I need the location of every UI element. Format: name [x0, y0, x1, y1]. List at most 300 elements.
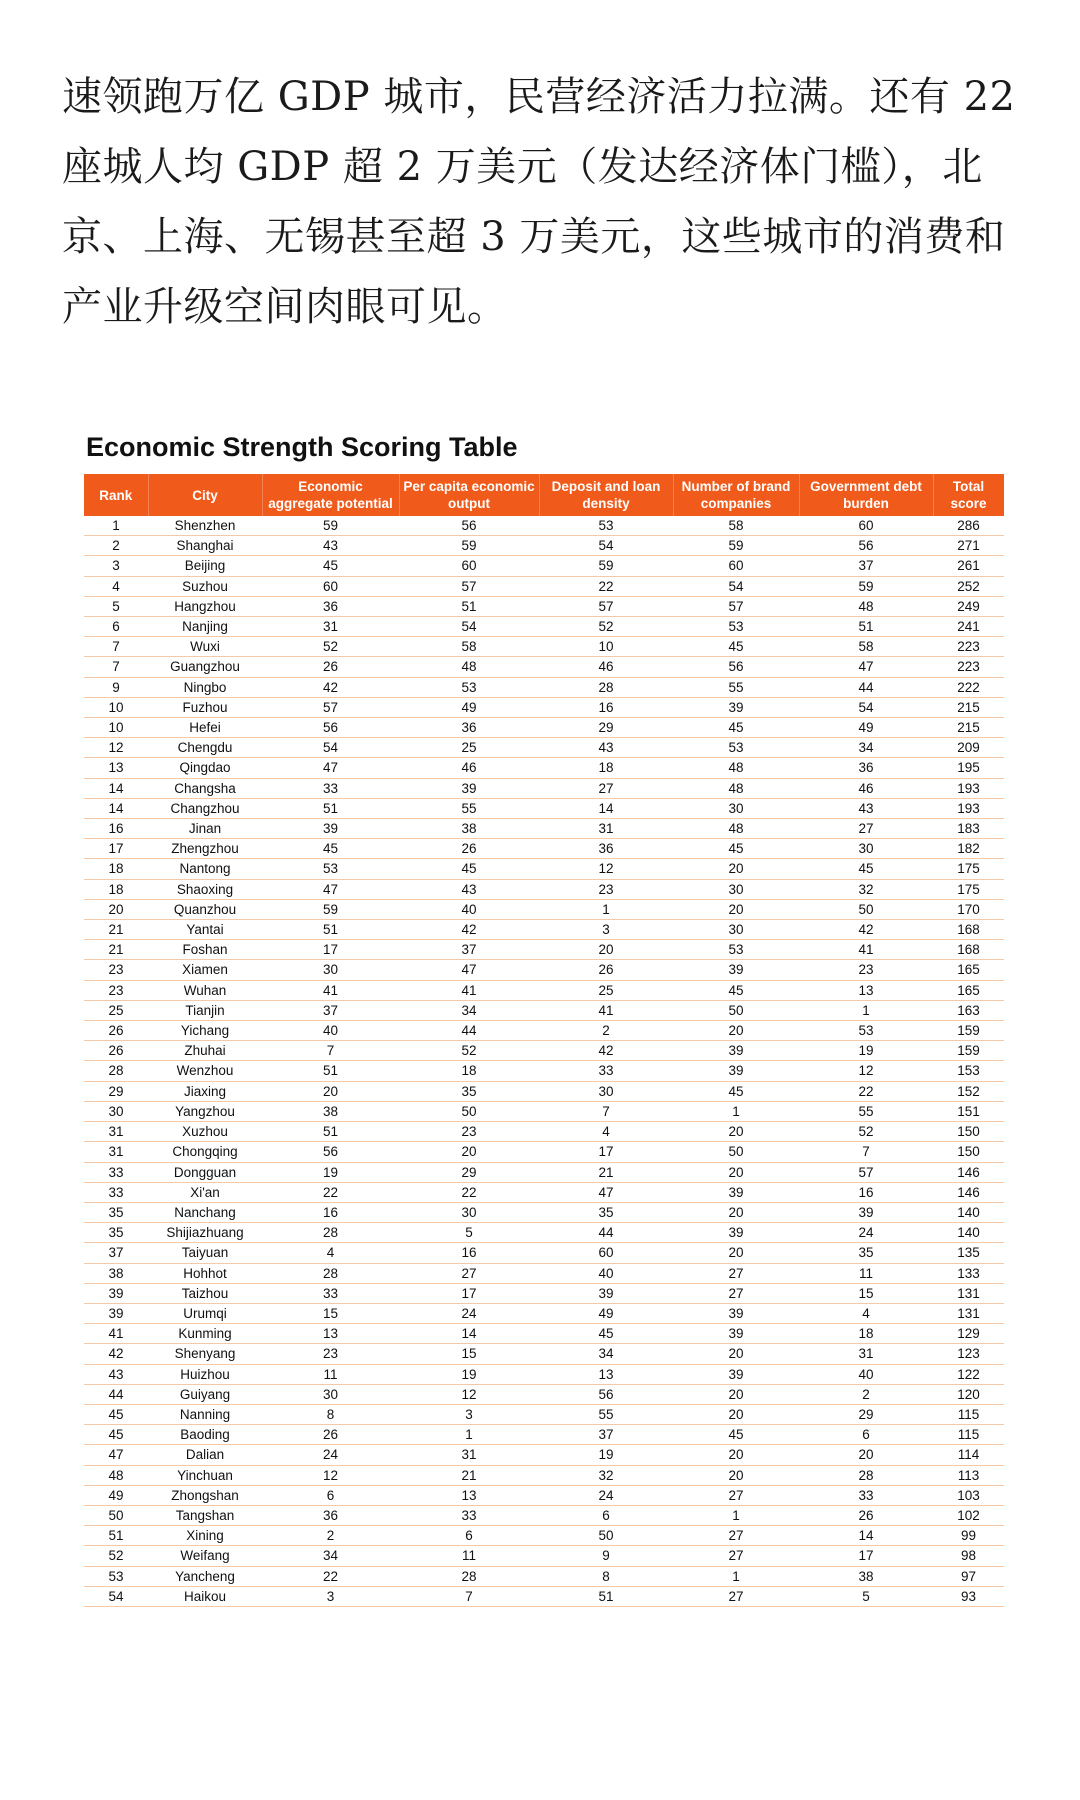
cell-city: Hefei — [148, 718, 262, 738]
cell-total-score: 120 — [933, 1384, 1004, 1404]
cell-total-score: 122 — [933, 1364, 1004, 1384]
cell-deposit-loan-density: 13 — [539, 1364, 673, 1384]
cell-government-debt-burden: 47 — [799, 657, 933, 677]
table-row — [84, 1202, 1004, 1222]
cell-economic-aggregate-potential: 22 — [262, 1566, 399, 1586]
cell-city: Quanzhou — [148, 899, 262, 919]
column-header-text: burden — [843, 496, 889, 511]
cell-brand-companies: 48 — [673, 778, 799, 798]
cell-city: Beijing — [148, 556, 262, 576]
cell-economic-aggregate-potential: 15 — [262, 1303, 399, 1323]
cell-rank: 6 — [84, 617, 148, 637]
cell-rank: 18 — [84, 859, 148, 879]
cell-government-debt-burden: 31 — [799, 1344, 933, 1364]
cell-brand-companies: 48 — [673, 819, 799, 839]
intro-line: 座城人均 GDP 超 2 万美元（发达经济体门槛），北 — [62, 144, 983, 190]
cell-brand-companies: 60 — [673, 556, 799, 576]
cell-total-score: 175 — [933, 859, 1004, 879]
cell-government-debt-burden: 40 — [799, 1364, 933, 1384]
table-row — [84, 1162, 1004, 1182]
cell-rank: 14 — [84, 798, 148, 818]
cell-per-capita-economic-output: 24 — [399, 1303, 539, 1323]
cell-brand-companies: 55 — [673, 677, 799, 697]
cell-city: Wuxi — [148, 637, 262, 657]
cell-brand-companies: 30 — [673, 879, 799, 899]
cell-brand-companies: 50 — [673, 1000, 799, 1020]
cell-per-capita-economic-output: 38 — [399, 819, 539, 839]
cell-rank: 47 — [84, 1445, 148, 1465]
cell-per-capita-economic-output: 39 — [399, 778, 539, 798]
cell-total-score: 168 — [933, 940, 1004, 960]
cell-government-debt-burden: 17 — [799, 1546, 933, 1566]
cell-economic-aggregate-potential: 60 — [262, 576, 399, 596]
cell-deposit-loan-density: 54 — [539, 536, 673, 556]
column-header-text: City — [192, 487, 218, 503]
table-row — [84, 879, 1004, 899]
table-row — [84, 1263, 1004, 1283]
cell-brand-companies: 39 — [673, 1061, 799, 1081]
cell-city: Ningbo — [148, 677, 262, 697]
cell-city: Tangshan — [148, 1505, 262, 1525]
cell-rank: 18 — [84, 879, 148, 899]
cell-deposit-loan-density: 24 — [539, 1485, 673, 1505]
cell-economic-aggregate-potential: 45 — [262, 556, 399, 576]
cell-rank: 26 — [84, 1041, 148, 1061]
cell-per-capita-economic-output: 47 — [399, 960, 539, 980]
cell-economic-aggregate-potential: 6 — [262, 1485, 399, 1505]
table-row — [84, 1384, 1004, 1404]
table-row — [84, 516, 1004, 536]
cell-economic-aggregate-potential: 59 — [262, 516, 399, 536]
cell-total-score: 182 — [933, 839, 1004, 859]
cell-city: Xuzhou — [148, 1122, 262, 1142]
cell-government-debt-burden: 48 — [799, 596, 933, 616]
cell-deposit-loan-density: 50 — [539, 1526, 673, 1546]
cell-rank: 33 — [84, 1182, 148, 1202]
cell-city: Taizhou — [148, 1283, 262, 1303]
cell-government-debt-burden: 32 — [799, 879, 933, 899]
table-row — [84, 980, 1004, 1000]
cell-deposit-loan-density: 41 — [539, 1000, 673, 1020]
cell-rank: 5 — [84, 596, 148, 616]
table-row — [84, 738, 1004, 758]
table-row — [84, 920, 1004, 940]
cell-deposit-loan-density: 19 — [539, 1445, 673, 1465]
intro-paragraph — [62, 62, 1022, 342]
cell-deposit-loan-density: 45 — [539, 1324, 673, 1344]
cell-deposit-loan-density: 4 — [539, 1122, 673, 1142]
cell-economic-aggregate-potential: 43 — [262, 536, 399, 556]
cell-city: Wenzhou — [148, 1061, 262, 1081]
cell-government-debt-burden: 50 — [799, 899, 933, 919]
cell-economic-aggregate-potential: 13 — [262, 1324, 399, 1344]
table-row — [84, 819, 1004, 839]
cell-deposit-loan-density: 46 — [539, 657, 673, 677]
column-header-government-debt-burden — [799, 474, 933, 516]
cell-government-debt-burden: 44 — [799, 677, 933, 697]
cell-brand-companies: 20 — [673, 859, 799, 879]
cell-per-capita-economic-output: 37 — [399, 940, 539, 960]
cell-brand-companies: 45 — [673, 980, 799, 1000]
cell-deposit-loan-density: 49 — [539, 1303, 673, 1323]
cell-city: Fuzhou — [148, 697, 262, 717]
cell-government-debt-burden: 49 — [799, 718, 933, 738]
cell-per-capita-economic-output: 51 — [399, 596, 539, 616]
cell-total-score: 163 — [933, 1000, 1004, 1020]
column-header-deposit-loan-density — [539, 474, 673, 516]
cell-brand-companies: 27 — [673, 1283, 799, 1303]
table-row — [84, 960, 1004, 980]
cell-brand-companies: 20 — [673, 1243, 799, 1263]
cell-government-debt-burden: 58 — [799, 637, 933, 657]
cell-city: Yichang — [148, 1021, 262, 1041]
table-row — [84, 758, 1004, 778]
cell-deposit-loan-density: 22 — [539, 576, 673, 596]
cell-brand-companies: 20 — [673, 1404, 799, 1424]
cell-brand-companies: 39 — [673, 1303, 799, 1323]
cell-deposit-loan-density: 37 — [539, 1425, 673, 1445]
cell-economic-aggregate-potential: 47 — [262, 879, 399, 899]
cell-city: Zhengzhou — [148, 839, 262, 859]
table-row — [84, 1445, 1004, 1465]
cell-government-debt-burden: 37 — [799, 556, 933, 576]
column-header-city — [148, 474, 262, 516]
column-header-text: Total — [952, 479, 985, 494]
cell-economic-aggregate-potential: 3 — [262, 1586, 399, 1606]
cell-brand-companies: 45 — [673, 718, 799, 738]
cell-city: Shenzhen — [148, 516, 262, 536]
cell-deposit-loan-density: 57 — [539, 596, 673, 616]
cell-brand-companies: 39 — [673, 1223, 799, 1243]
cell-city: Jiaxing — [148, 1081, 262, 1101]
table-row — [84, 1546, 1004, 1566]
cell-per-capita-economic-output: 14 — [399, 1324, 539, 1344]
cell-city: Xiamen — [148, 960, 262, 980]
cell-government-debt-burden: 55 — [799, 1101, 933, 1121]
cell-total-score: 97 — [933, 1566, 1004, 1586]
cell-rank: 4 — [84, 576, 148, 596]
cell-rank: 1 — [84, 516, 148, 536]
cell-per-capita-economic-output: 21 — [399, 1465, 539, 1485]
cell-economic-aggregate-potential: 11 — [262, 1364, 399, 1384]
cell-deposit-loan-density: 12 — [539, 859, 673, 879]
cell-economic-aggregate-potential: 36 — [262, 1505, 399, 1525]
cell-deposit-loan-density: 21 — [539, 1162, 673, 1182]
cell-rank: 44 — [84, 1384, 148, 1404]
cell-brand-companies: 20 — [673, 1122, 799, 1142]
cell-brand-companies: 59 — [673, 536, 799, 556]
cell-rank: 17 — [84, 839, 148, 859]
cell-per-capita-economic-output: 43 — [399, 879, 539, 899]
cell-brand-companies: 45 — [673, 1425, 799, 1445]
cell-economic-aggregate-potential: 28 — [262, 1263, 399, 1283]
cell-brand-companies: 39 — [673, 1041, 799, 1061]
cell-rank: 50 — [84, 1505, 148, 1525]
cell-total-score: 241 — [933, 617, 1004, 637]
cell-rank: 9 — [84, 677, 148, 697]
cell-economic-aggregate-potential: 53 — [262, 859, 399, 879]
cell-deposit-loan-density: 36 — [539, 839, 673, 859]
cell-government-debt-burden: 20 — [799, 1445, 933, 1465]
cell-city: Shanghai — [148, 536, 262, 556]
table-row — [84, 1324, 1004, 1344]
cell-brand-companies: 39 — [673, 697, 799, 717]
cell-per-capita-economic-output: 26 — [399, 839, 539, 859]
cell-city: Suzhou — [148, 576, 262, 596]
cell-total-score: 114 — [933, 1445, 1004, 1465]
cell-per-capita-economic-output: 29 — [399, 1162, 539, 1182]
table-row — [84, 576, 1004, 596]
table-row — [84, 1526, 1004, 1546]
cell-per-capita-economic-output: 17 — [399, 1283, 539, 1303]
cell-brand-companies: 27 — [673, 1546, 799, 1566]
column-header-text: Deposit and loan — [551, 479, 661, 494]
cell-economic-aggregate-potential: 23 — [262, 1344, 399, 1364]
scoring-table — [84, 474, 1005, 1607]
cell-city: Guangzhou — [148, 657, 262, 677]
cell-per-capita-economic-output: 15 — [399, 1344, 539, 1364]
cell-total-score: 170 — [933, 899, 1004, 919]
cell-economic-aggregate-potential: 40 — [262, 1021, 399, 1041]
cell-city: Yangzhou — [148, 1101, 262, 1121]
cell-city: Baoding — [148, 1425, 262, 1445]
cell-government-debt-burden: 16 — [799, 1182, 933, 1202]
column-header-text: aggregate potential — [268, 496, 393, 511]
cell-total-score: 129 — [933, 1324, 1004, 1344]
cell-per-capita-economic-output: 41 — [399, 980, 539, 1000]
cell-deposit-loan-density: 30 — [539, 1081, 673, 1101]
cell-rank: 12 — [84, 738, 148, 758]
cell-deposit-loan-density: 6 — [539, 1505, 673, 1525]
cell-government-debt-burden: 7 — [799, 1142, 933, 1162]
cell-deposit-loan-density: 8 — [539, 1566, 673, 1586]
cell-per-capita-economic-output: 46 — [399, 758, 539, 778]
cell-per-capita-economic-output: 58 — [399, 637, 539, 657]
cell-economic-aggregate-potential: 59 — [262, 899, 399, 919]
cell-brand-companies: 20 — [673, 1344, 799, 1364]
cell-per-capita-economic-output: 48 — [399, 657, 539, 677]
table-title: Economic Strength Scoring Table — [86, 432, 518, 462]
cell-economic-aggregate-potential: 20 — [262, 1081, 399, 1101]
cell-economic-aggregate-potential: 4 — [262, 1243, 399, 1263]
cell-city: Changzhou — [148, 798, 262, 818]
cell-rank: 10 — [84, 697, 148, 717]
cell-total-score: 159 — [933, 1041, 1004, 1061]
cell-city: Shaoxing — [148, 879, 262, 899]
cell-per-capita-economic-output: 31 — [399, 1445, 539, 1465]
cell-government-debt-burden: 11 — [799, 1263, 933, 1283]
cell-per-capita-economic-output: 6 — [399, 1526, 539, 1546]
cell-government-debt-burden: 59 — [799, 576, 933, 596]
cell-total-score: 223 — [933, 657, 1004, 677]
cell-per-capita-economic-output: 35 — [399, 1081, 539, 1101]
cell-economic-aggregate-potential: 56 — [262, 718, 399, 738]
cell-city: Urumqi — [148, 1303, 262, 1323]
cell-brand-companies: 45 — [673, 637, 799, 657]
cell-rank: 45 — [84, 1404, 148, 1424]
table-body — [84, 516, 1004, 1606]
cell-deposit-loan-density: 53 — [539, 516, 673, 536]
cell-government-debt-burden: 4 — [799, 1303, 933, 1323]
cell-per-capita-economic-output: 23 — [399, 1122, 539, 1142]
cell-rank: 3 — [84, 556, 148, 576]
table-row — [84, 1041, 1004, 1061]
cell-city: Chongqing — [148, 1142, 262, 1162]
cell-economic-aggregate-potential: 39 — [262, 819, 399, 839]
cell-government-debt-burden: 28 — [799, 1465, 933, 1485]
cell-deposit-loan-density: 9 — [539, 1546, 673, 1566]
cell-brand-companies: 39 — [673, 1182, 799, 1202]
cell-rank: 16 — [84, 819, 148, 839]
cell-brand-companies: 50 — [673, 1142, 799, 1162]
table-row — [84, 596, 1004, 616]
cell-government-debt-burden: 26 — [799, 1505, 933, 1525]
cell-total-score: 209 — [933, 738, 1004, 758]
cell-city: Guiyang — [148, 1384, 262, 1404]
cell-government-debt-burden: 23 — [799, 960, 933, 980]
column-header-text: Economic — [298, 479, 363, 494]
cell-brand-companies: 39 — [673, 960, 799, 980]
cell-city: Xi'an — [148, 1182, 262, 1202]
cell-government-debt-burden: 1 — [799, 1000, 933, 1020]
cell-rank: 28 — [84, 1061, 148, 1081]
cell-total-score: 150 — [933, 1142, 1004, 1162]
cell-city: Yancheng — [148, 1566, 262, 1586]
cell-rank: 31 — [84, 1122, 148, 1142]
cell-per-capita-economic-output: 45 — [399, 859, 539, 879]
cell-brand-companies: 56 — [673, 657, 799, 677]
table-row — [84, 617, 1004, 637]
cell-deposit-loan-density: 29 — [539, 718, 673, 738]
cell-deposit-loan-density: 33 — [539, 1061, 673, 1081]
intro-line: 京、上海、无锡甚至超 3 万美元，这些城市的消费和 — [62, 214, 1006, 260]
cell-economic-aggregate-potential: 24 — [262, 1445, 399, 1465]
cell-per-capita-economic-output: 30 — [399, 1202, 539, 1222]
cell-economic-aggregate-potential: 26 — [262, 1425, 399, 1445]
table-row — [84, 1061, 1004, 1081]
cell-total-score: 215 — [933, 697, 1004, 717]
table-row — [84, 839, 1004, 859]
cell-total-score: 183 — [933, 819, 1004, 839]
cell-rank: 23 — [84, 980, 148, 1000]
table-row — [84, 1021, 1004, 1041]
cell-total-score: 159 — [933, 1021, 1004, 1041]
column-header-text: Number of brand — [681, 479, 791, 494]
cell-per-capita-economic-output: 57 — [399, 576, 539, 596]
cell-economic-aggregate-potential: 34 — [262, 1546, 399, 1566]
cell-total-score: 103 — [933, 1485, 1004, 1505]
cell-total-score: 102 — [933, 1505, 1004, 1525]
cell-government-debt-burden: 42 — [799, 920, 933, 940]
table-row — [84, 1586, 1004, 1606]
cell-city: Changsha — [148, 778, 262, 798]
cell-deposit-loan-density: 18 — [539, 758, 673, 778]
cell-deposit-loan-density: 43 — [539, 738, 673, 758]
cell-per-capita-economic-output: 16 — [399, 1243, 539, 1263]
cell-brand-companies: 48 — [673, 758, 799, 778]
cell-economic-aggregate-potential: 7 — [262, 1041, 399, 1061]
table-header — [84, 474, 1004, 516]
cell-per-capita-economic-output: 3 — [399, 1404, 539, 1424]
cell-economic-aggregate-potential: 37 — [262, 1000, 399, 1020]
cell-economic-aggregate-potential: 19 — [262, 1162, 399, 1182]
cell-economic-aggregate-potential: 28 — [262, 1223, 399, 1243]
cell-per-capita-economic-output: 56 — [399, 516, 539, 536]
cell-rank: 39 — [84, 1303, 148, 1323]
cell-economic-aggregate-potential: 26 — [262, 657, 399, 677]
cell-total-score: 140 — [933, 1223, 1004, 1243]
cell-total-score: 93 — [933, 1586, 1004, 1606]
cell-per-capita-economic-output: 7 — [399, 1586, 539, 1606]
cell-deposit-loan-density: 1 — [539, 899, 673, 919]
cell-per-capita-economic-output: 18 — [399, 1061, 539, 1081]
cell-rank: 45 — [84, 1425, 148, 1445]
cell-deposit-loan-density: 16 — [539, 697, 673, 717]
cell-economic-aggregate-potential: 38 — [262, 1101, 399, 1121]
cell-total-score: 165 — [933, 960, 1004, 980]
cell-per-capita-economic-output: 25 — [399, 738, 539, 758]
cell-total-score: 175 — [933, 879, 1004, 899]
cell-government-debt-burden: 34 — [799, 738, 933, 758]
cell-per-capita-economic-output: 33 — [399, 1505, 539, 1525]
cell-total-score: 223 — [933, 637, 1004, 657]
cell-rank: 35 — [84, 1202, 148, 1222]
cell-economic-aggregate-potential: 51 — [262, 798, 399, 818]
cell-rank: 29 — [84, 1081, 148, 1101]
table-row — [84, 940, 1004, 960]
cell-brand-companies: 20 — [673, 1162, 799, 1182]
table-row — [84, 859, 1004, 879]
cell-city: Dalian — [148, 1445, 262, 1465]
cell-rank: 41 — [84, 1324, 148, 1344]
cell-rank: 10 — [84, 718, 148, 738]
cell-city: Foshan — [148, 940, 262, 960]
cell-city: Weifang — [148, 1546, 262, 1566]
cell-total-score: 252 — [933, 576, 1004, 596]
cell-deposit-loan-density: 7 — [539, 1101, 673, 1121]
cell-city: Hohhot — [148, 1263, 262, 1283]
cell-government-debt-burden: 29 — [799, 1404, 933, 1424]
cell-economic-aggregate-potential: 42 — [262, 677, 399, 697]
cell-total-score: 168 — [933, 920, 1004, 940]
cell-city: Chengdu — [148, 738, 262, 758]
table-row — [84, 1505, 1004, 1525]
scoring-table-container — [84, 474, 1004, 1607]
cell-total-score: 195 — [933, 758, 1004, 778]
table-row — [84, 697, 1004, 717]
table-header-row — [84, 474, 1004, 516]
cell-government-debt-burden: 39 — [799, 1202, 933, 1222]
cell-city: Nanning — [148, 1404, 262, 1424]
cell-brand-companies: 39 — [673, 1324, 799, 1344]
cell-per-capita-economic-output: 50 — [399, 1101, 539, 1121]
cell-deposit-loan-density: 39 — [539, 1283, 673, 1303]
cell-government-debt-burden: 27 — [799, 819, 933, 839]
cell-deposit-loan-density: 20 — [539, 940, 673, 960]
cell-total-score: 271 — [933, 536, 1004, 556]
cell-deposit-loan-density: 10 — [539, 637, 673, 657]
cell-government-debt-burden: 24 — [799, 1223, 933, 1243]
cell-brand-companies: 57 — [673, 596, 799, 616]
cell-deposit-loan-density: 31 — [539, 819, 673, 839]
cell-economic-aggregate-potential: 33 — [262, 1283, 399, 1303]
cell-per-capita-economic-output: 60 — [399, 556, 539, 576]
cell-per-capita-economic-output: 1 — [399, 1425, 539, 1445]
cell-government-debt-burden: 35 — [799, 1243, 933, 1263]
cell-brand-companies: 27 — [673, 1526, 799, 1546]
cell-deposit-loan-density: 25 — [539, 980, 673, 1000]
cell-economic-aggregate-potential: 54 — [262, 738, 399, 758]
